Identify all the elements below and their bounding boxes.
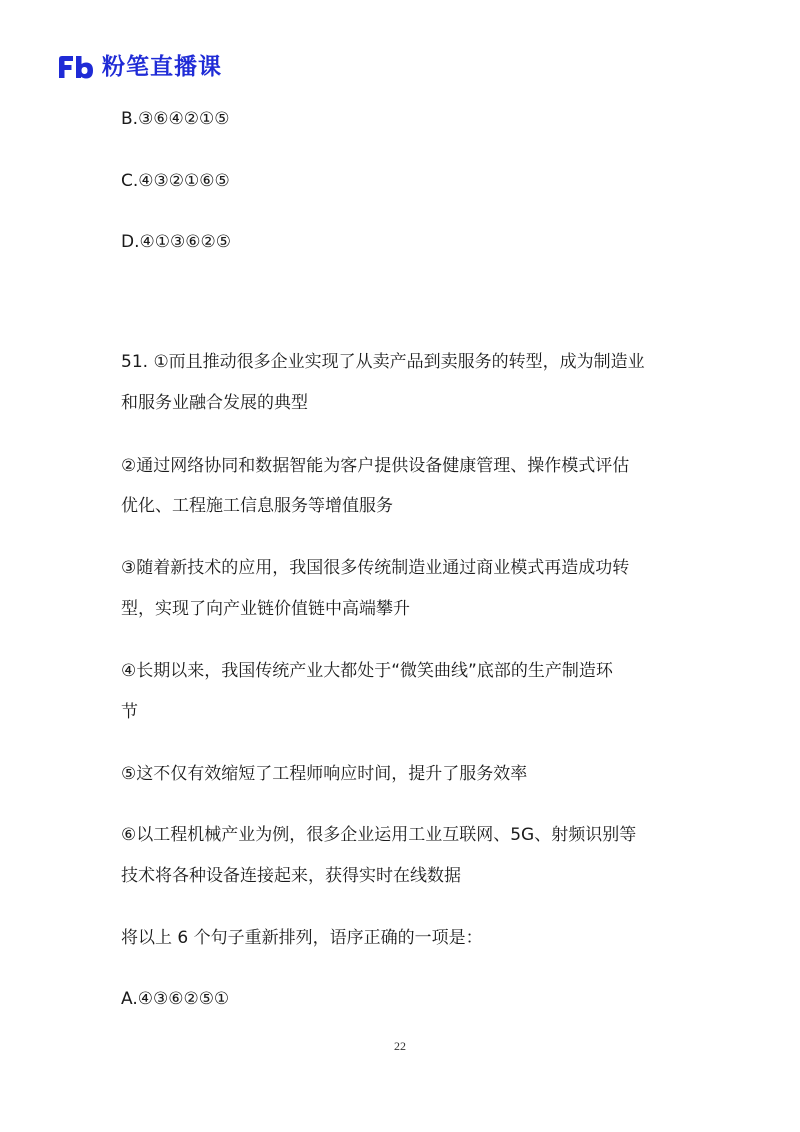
header bbox=[56, 52, 222, 82]
option-d: D.④①③⑥②⑤ bbox=[121, 232, 231, 252]
page-number: 22 bbox=[394, 1039, 406, 1053]
question-line: 节 bbox=[121, 702, 138, 722]
question-line: 51. ①而且推动很多企业实现了从卖产品到卖服务的转型，成为制造业 bbox=[121, 352, 645, 372]
question-line: ③随着新技术的应用，我国很多传统制造业通过商业模式再造成功转 bbox=[121, 558, 630, 578]
option-a: A.④③⑥②⑤① bbox=[121, 989, 230, 1009]
question-line: 优化、工程施工信息服务等增值服务 bbox=[121, 496, 393, 516]
brand-name: 粉笔直播课 bbox=[102, 54, 222, 80]
question-line: ②通过网络协同和数据智能为客户提供设备健康管理、操作模式评估 bbox=[121, 456, 630, 476]
question-line: 型，实现了向产业链价值链中高端攀升 bbox=[121, 599, 410, 619]
option-b: B.③⑥④②①⑤ bbox=[121, 109, 230, 129]
question-line: 和服务业融合发展的典型 bbox=[121, 393, 308, 413]
question-line: ⑥以工程机械产业为例，很多企业运用工业互联网、5G、射频识别等 bbox=[121, 825, 637, 845]
question-line: ⑤这不仅有效缩短了工程师响应时间，提升了服务效率 bbox=[121, 764, 528, 784]
fb-logo-icon bbox=[56, 54, 96, 80]
question-line: 技术将各种设备连接起来，获得实时在线数据 bbox=[121, 866, 461, 886]
question-line: ④长期以来，我国传统产业大都处于“微笑曲线”底部的生产制造环 bbox=[121, 661, 613, 681]
question-prompt: 将以上 6 个句子重新排列，语序正确的一项是： bbox=[121, 928, 483, 948]
option-c: C.④③②①⑥⑤ bbox=[121, 171, 230, 191]
